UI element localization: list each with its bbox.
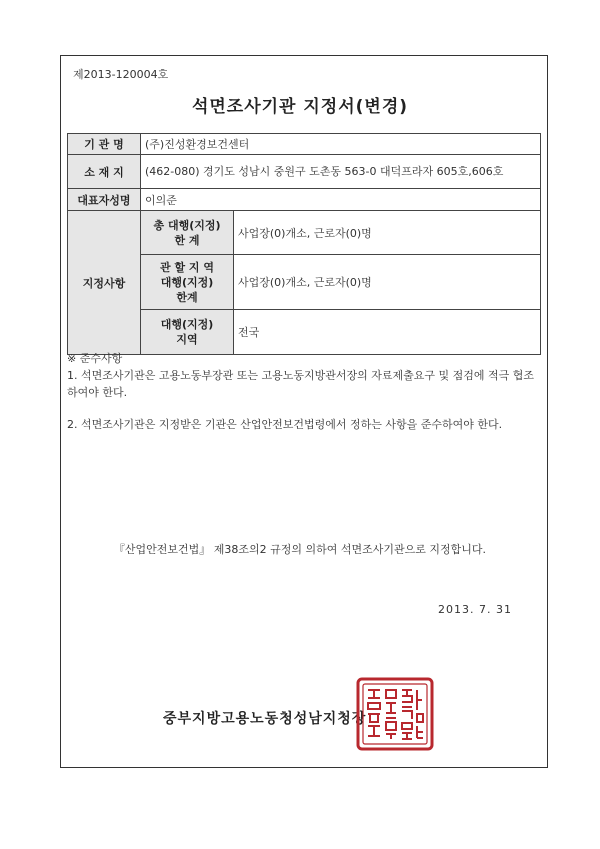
org-name-label: 기 관 명 xyxy=(68,134,141,155)
region-value: 전국 xyxy=(234,310,541,355)
legal-basis-text: 『산업안전보건법』 제38조의2 규정의 의하여 석면조사기관으로 지정합니다. xyxy=(113,543,487,556)
compliance-notes xyxy=(67,350,537,433)
total-limit-label-line1: 총 대행(지정) xyxy=(153,218,221,232)
notes-heading: ※ 준수사항 xyxy=(67,352,123,365)
address-value: (462-080) 경기도 성남시 중원구 도촌동 563-0 대덕프라자 605호,606호 xyxy=(141,155,541,189)
notes-item-2: 2. 석면조사기관은 지정받은 기관은 산업안전보건법령에서 정하는 사항을 준수하여야 한다. xyxy=(67,418,503,431)
document-title: 석면조사기관 지정서(변경) xyxy=(191,97,409,117)
jurisdiction-limit-label-line3: 한계 xyxy=(176,290,198,304)
jurisdiction-limit-value: 사업장(0)개소, 근로자(0)명 xyxy=(234,255,541,310)
representative-label: 대표자성명 xyxy=(68,189,141,211)
row-org-name xyxy=(68,134,541,155)
jurisdiction-limit-label-line1: 관 할 지 역 xyxy=(160,260,214,274)
row-designation-total xyxy=(68,211,541,255)
notes-item-1: 1. 석면조사기관은 고용노동부장관 또는 고용노동지방관서장의 자료제출요구 및 점검에 적극 협조하여야 한다. xyxy=(67,369,535,399)
row-address xyxy=(68,155,541,189)
info-table xyxy=(67,133,541,355)
representative-value: 이의준 xyxy=(141,189,541,211)
region-label-line2: 지역 xyxy=(176,333,198,346)
region-label-line1: 대행(지정) xyxy=(160,318,214,331)
org-name-value: (주)진성환경보건센터 xyxy=(141,134,541,155)
row-representative xyxy=(68,189,541,211)
total-limit-label xyxy=(141,211,234,255)
jurisdiction-limit-label-line2: 대행(지정) xyxy=(160,275,214,289)
total-limit-label-line2: 한 계 xyxy=(174,233,200,247)
total-limit-value: 사업장(0)개소, 근로자(0)명 xyxy=(234,211,541,255)
jurisdiction-limit-label xyxy=(141,255,234,310)
designation-label: 지정사항 xyxy=(68,211,141,355)
region-label xyxy=(141,310,234,355)
address-label: 소 재 지 xyxy=(68,155,141,189)
issuer-name: 중부지방고용노동청성남지청장 xyxy=(163,711,367,727)
notes-spacer xyxy=(67,401,537,416)
official-seal xyxy=(355,676,435,752)
seal-glyphs xyxy=(368,690,423,739)
issue-date: 2013. 7. 31 xyxy=(438,603,512,616)
document-number: 제2013-120004호 xyxy=(73,68,169,81)
